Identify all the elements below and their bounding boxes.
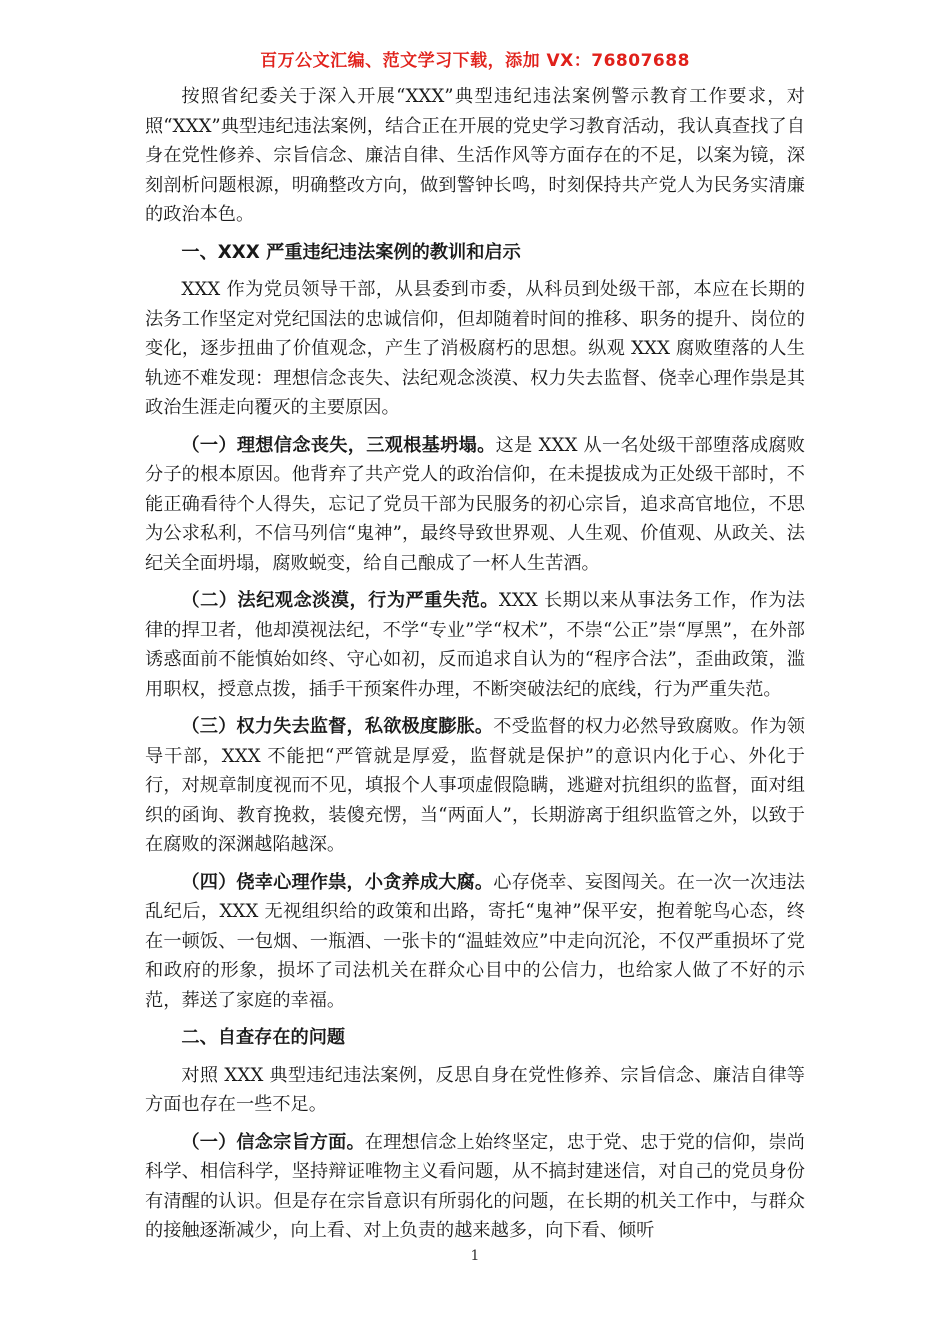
watermark-header: 百万公文汇编、范文学习下载，添加 VX：76807688	[260, 51, 690, 71]
section-1-intro: XXX 作为党员领导干部，从县委到市委，从科员到处级干部，本应在长期的法务工作坚定对党纪国法的忠诚信仰，但却随着时间的推移、职务的提升、岗位的变化，逐步扭曲了价值观念，产生了消极腐朽的思想。纵观 XXX 腐败堕落的人生轨迹不难发现：理想信念丧失、法纪观念淡漠、权力失去监督、侥幸心理作祟是其政治生涯走向覆灭的主要原因。	[145, 279, 805, 418]
item-lead: （三）权力失去监督，私欲极度膨胀。	[181, 716, 494, 737]
item-text: 不受监督的权力必然导致腐败。作为领导干部，XXX 不能把“严管就是厚爱，监督就是保护”的意识内化于心、外化于行，对规章制度视而不见，填报个人事项虚假隐瞒，逃避对抗组织的监督，面对组织的函询、教育挽救，装傻充愣，当“两面人”，长期游离于组织监管之外，以致于在腐败的深渊越陷越深。	[145, 716, 805, 855]
section-2-intro: 对照 XXX 典型违纪违法案例，反思自身在党性修养、宗旨信念、廉洁自律等方面也存在一些不足。	[145, 1064, 805, 1115]
section-1-item-1	[145, 431, 805, 579]
page-number: 1	[470, 1248, 480, 1264]
item-lead: （四）侥幸心理作祟，小贪养成大腐。	[181, 871, 494, 893]
item-text: 心存侥幸、妄图闯关。在一次一次违法乱纪后，XXX 无视组织给的政策和出路，寄托“鬼神”保平安，抱着鸵鸟心态，终在一顿饭、一包烟、一瓶酒、一张卡的“温蛙效应”中走向沉沦，不仅严重损坏了党和政府的形象，损坏了司法机关在群众心目中的公信力，也给家人做了不好的示范，葬送了家庭的幸福。	[145, 871, 805, 1011]
section-1-item-3	[145, 712, 805, 860]
item-lead: （二）法纪观念淡漠，行为严重失范。	[181, 590, 499, 611]
item-text: 在理想信念上始终坚定，忠于党、忠于党的信仰，崇尚科学、相信科学，坚持辩证唯物主义看问题，从不搞封建迷信，对自己的党员身份有清醒的认识。但是存在宗旨意识有所弱化的问题，在长期的机关工作中，与群众的接触逐渐减少，向上看、对上负责的越来越多，向下看、倾听	[145, 1131, 805, 1241]
document-body	[145, 82, 805, 1254]
section-2-heading: 二、自查存在的问题	[181, 1027, 346, 1048]
intro-paragraph: 按照省纪委关于深入开展“XXX”典型违纪违法案例警示教育工作要求，对照“XXX”典型违纪违法案例，结合正在开展的党史学习教育活动，我认真查找了自身在党性修养、宗旨信念、廉洁自律、生活作风等方面存在的不足，以案为镜，深刻剖析问题根源，明确整改方向，做到警钟长鸣，时刻保持共产党人为民务实清廉的政治本色。	[145, 86, 805, 225]
section-1-item-2	[145, 586, 805, 704]
section-2-item-1	[145, 1128, 805, 1246]
section-1-heading: 一、XXX 严重违纪违法案例的教训和启示	[181, 241, 521, 263]
item-lead: （一）理想信念丧失，三观根基坍塌。	[181, 434, 496, 456]
item-text: 这是 XXX 从一名处级干部堕落成腐败分子的根本原因。他背弃了共产党人的政治信仰，在未提拔成为正处级干部时，不能正确看待个人得失，忘记了党员干部为民服务的初心宗旨，追求高官地位，不思为公求私利，不信马列信“鬼神”，最终导致世界观、人生观、价值观、从政关、法纪关全面坍塌，腐败蜕变，给自己酿成了一杯人生苦酒。	[145, 434, 805, 574]
item-text: XXX 长期以来从事法务工作，作为法律的捍卫者，他却漠视法纪，不学“专业”学“权术”，不崇“公正”崇“厚黑”，在外部诱惑面前不能慎始如终、守心如初，反而追求自认为的“程序合法”，歪曲政策，滥用职权，授意点拨，插手干预案件办理，不断突破法纪的底线，行为严重失范。	[145, 590, 805, 700]
item-lead: （一）信念宗旨方面。	[181, 1131, 365, 1153]
section-1-item-4	[145, 868, 805, 1016]
